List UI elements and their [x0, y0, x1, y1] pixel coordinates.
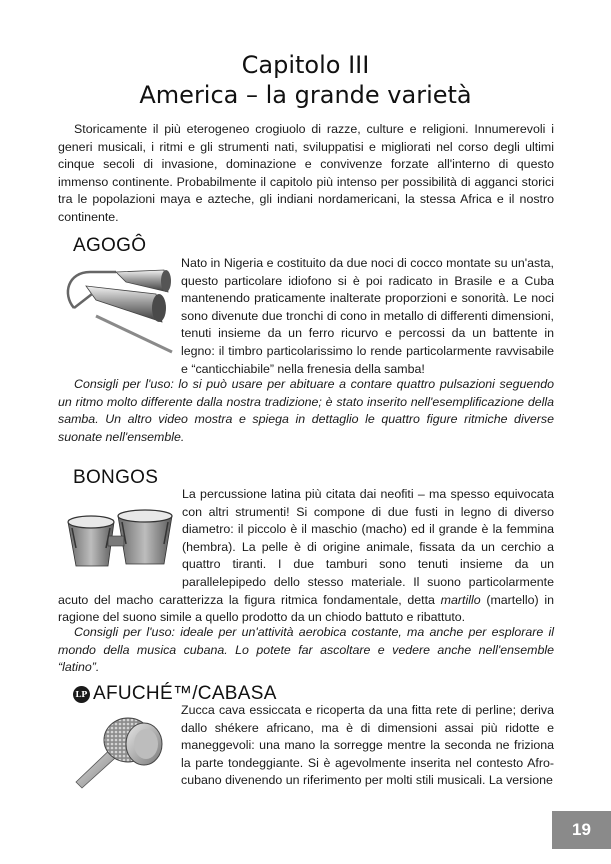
bongos-tips: Consigli per l'uso: ideale per un'attività aerobica costante, ma anche per esplorare il mondo della musica cubana. Lo potete far ascoltare e vedere anche nell'ensemble “latino”.: [58, 625, 554, 675]
intro-paragraph: Storicamente il più eterogeneo crogiuolo di razze, culture e religioni. Innumerevoli i generi musicali, i ritmi e gli strumenti nati, sviluppatisi e migliorati nel corso degli ultimi cinque secoli di invasione, dominazione e convivenze forzate all'interno di questo immenso continente. Probabilmente il capitolo più intenso per possibilità di agganci storici tra le popolazioni maya e azteche, gli indiani nordamericani, la stessa Africa e il nostro continente.: [58, 122, 554, 224]
agogo-image: [56, 264, 174, 356]
bongos-body-text-1: La percussione latina più citata dai neofiti – ma spesso equivocata con altri strumenti! Si compone di due fusti in legno di diverso diametro: il piccolo è il maschio (macho) ed il grande è la femmina (hembra). La pelle è di origine animale, fissata da un cerchio a quattro tiranti. I due tamburi sono tenuti insieme da un parallelepipedo dello stesso materiale. Il suono particolarmente acuto del macho caratterizza la figura ritmica fondamentale, detta: [58, 487, 554, 607]
cabasa-heading-text: AFUCHÉ™/CABASA: [93, 683, 277, 704]
lp-logo: LP: [73, 686, 90, 703]
agogo-tips: Consigli per l'uso: lo si può usare per abituare a contare quattro pulsazioni seguendo un ritmo molto differente dalla nostra tradizione; è stato inserito nell'esemplificazione della samba. Un altro video mostra e spiega in dettaglio le quattro figure ritmiche diverse suonate nell'ensemble.: [58, 377, 554, 444]
page-number: 19: [552, 811, 611, 849]
bongos-body: [58, 486, 554, 627]
section-heading-agogo: AGOGÔ: [73, 235, 147, 256]
chapter-title-line2: America – la grande varietà: [139, 81, 472, 109]
bongos-body-italic: martillo: [440, 592, 481, 607]
agogo-body: Nato in Nigeria e costituito da due noci di cocco montate su un'asta, questo particolare idiofono si è poi radicato in Brasile e a Cuba mantenendo praticamente inalterate proporzioni e sonorità. Le noci sono divenute due tronchi di cono in metallo di differenti dimensioni, tenuti insieme da un ferro ricurvo e percossi da un battente in legno: il timbro particolarissimo lo rende particolarmente ravvisabile e “canticchiabile” nella frenesia della samba!: [181, 256, 554, 376]
section-heading-bongos: BONGOS: [73, 467, 159, 488]
bongos-body-text-2: (martello) in ragione del suono simile a quello prodotto da un chiodo battuto e ribattuto.: [58, 592, 554, 625]
chapter-title-line1: Capitolo III: [241, 51, 370, 79]
cabasa-body: Zucca cava essiccata e ricoperta da una fitta rete di perline; deriva dallo shékere africano, ma è di dimensioni assai più ridotte e maneggevoli: una mano la sorregge mentre la seconda ne frizionа la parte tondeggiante. Si è agevolmente inserita nel contesto Afro-cubano divenendo un riferimento per molti stili musicali. La versione: [181, 703, 554, 788]
cabasa-image: [62, 710, 174, 790]
bongos-float-spacer: [58, 486, 182, 588]
